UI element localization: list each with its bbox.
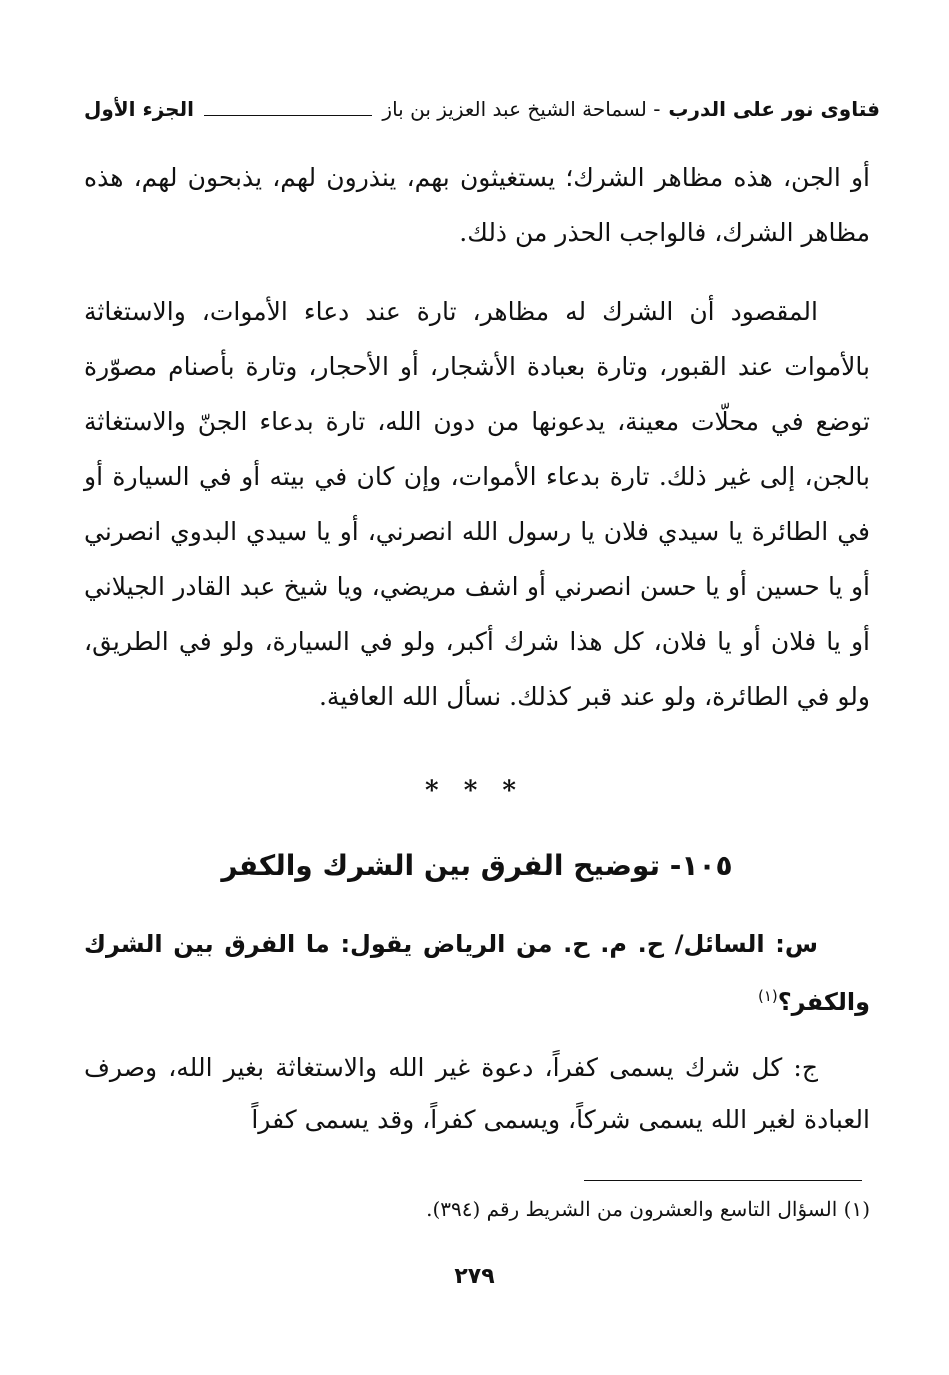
footnote-divider xyxy=(584,1180,862,1181)
question-paragraph xyxy=(84,918,870,1028)
footnote-marker: (١) xyxy=(757,987,778,1005)
running-header xyxy=(84,92,880,126)
header-part: الجزء الأول xyxy=(84,97,194,121)
section-separator: * * * xyxy=(425,776,524,806)
header-author: - لسماحة الشيخ عبد العزيز بن باز xyxy=(382,97,661,121)
question-text: س: السائل/ ح. م. ح. من الرياض يقول: ما الفرق بين الشرك والكفر؟ xyxy=(84,930,870,1016)
paragraph-main: المقصود أن الشرك له مظاهر، تارة عند دعاء الأموات، والاستغاثة بالأموات عند القبور، وتارة بعبادة الأشجار، أو الأحجار، وتارة بأصنام مصوّرة توضع في محلّات معينة، يدعونها من دون الله، تارة بدعاء الجنّ والاستغاثة بالجن، إلى غير ذلك. تارة بدعاء الأموات، وإن كان في بيته أو في السيارة أو في الطائرة يا سيدي فلان يا رسول الله انصرني، أو يا سيدي البدوي انصرني أو يا حسين أو يا حسن انصرني أو اشف مريضي، ويا شيخ عبد القادر الجيلاني أو يا فلان أو يا فلان، كل هذا شرك أكبر، ولو في السيارة، ولو في الطريق، ولو في الطائرة، ولو عند قبر كذلك. نسأل الله العافية. xyxy=(84,297,870,711)
page-number: ٢٧٩ xyxy=(454,1264,495,1289)
footnote: (١) السؤال التاسع والعشرون من الشريط رقم (٣٩٤). xyxy=(426,1197,870,1221)
header-book-title: فتاوى نور على الدرب xyxy=(668,97,880,121)
section-title: ١٠٥- توضيح الفرق بين الشرك والكفر xyxy=(221,849,733,882)
paragraph-continuation: أو الجن، هذه مظاهر الشرك؛ يستغيثون بهم، ينذرون لهم، يذبحون لهم، هذه مظاهر الشرك، فالواجب الحذر من ذلك. xyxy=(84,163,870,247)
answer-paragraph: ج: كل شرك يسمى كفراً، دعوة غير الله والاستغاثة بغير الله، وصرف العبادة لغير الله يسمى شركاً، ويسمى كفراً، وقد يسمى كفراً xyxy=(84,1053,870,1134)
header-rule xyxy=(204,115,372,116)
